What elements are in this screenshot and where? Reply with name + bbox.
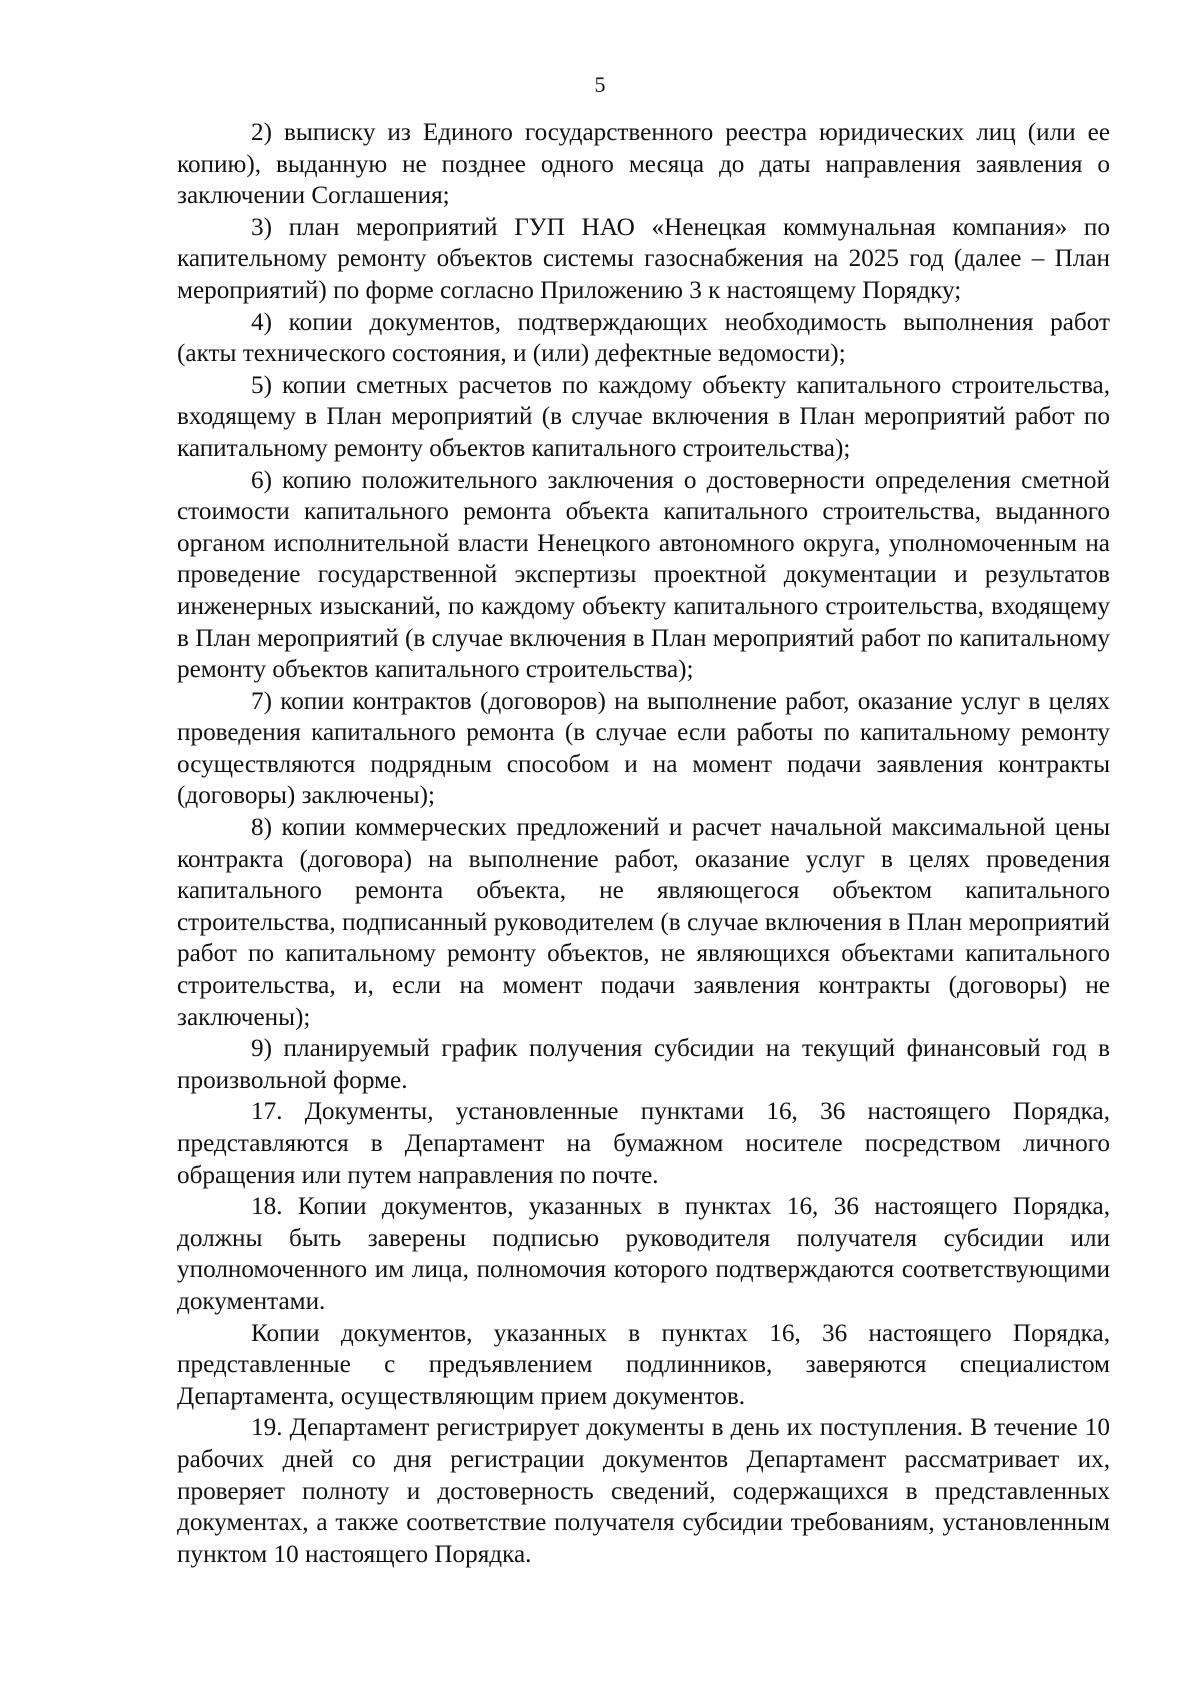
page-number: 5 <box>594 72 606 97</box>
document-body <box>177 117 1110 1570</box>
paragraph-item-2: 2) выписку из Единого государственного реестра юридических лиц (или ее копию), выданную не позднее одного месяца до даты направления заявления о заключении Соглашения; <box>177 119 1110 210</box>
paragraph-item-8: 8) копии коммерческих предложений и расчет начальной максимальной цены контракта (договора) на выполнение работ, оказание услуг в целях проведения капитального ремонта объекта, не являющегося объектом капитального строительства, подписанный руководителем (в случае включения в План мероприятий работ по капитальному ремонту объектов, не являющихся объектами капитального строительства, и, если на момент подачи заявления контракты (договоры) не заключены); <box>177 814 1110 1031</box>
paragraph-item-7: 7) копии контрактов (договоров) на выполнение работ, оказание услуг в целях проведения капитального ремонта (в случае если работы по капитальному ремонту осуществляются подрядным способом и на момент подачи заявления контракты (договоры) заключены); <box>177 687 1110 810</box>
paragraph-clause-19: 19. Департамент регистрирует документы в день их поступления. В течение 10 рабочих дней со дня регистрации документов Департамент рассматривает их, проверяет полноту и достоверность сведений, содержащихся в представленных документах, а также соответствие получателя субсидии требованиям, установленным пунктом 10 настоящего Порядка. <box>177 1414 1110 1568</box>
paragraph-clause-17: 17. Документы, установленные пунктами 16, 36 настоящего Порядка, представляются в Департамент на бумажном носителе посредством личного обращения или путем направления по почте. <box>177 1098 1110 1189</box>
paragraph-item-6: 6) копию положительного заключения о достоверности определения сметной стоимости капитального ремонта объекта капитального строительства, выданного органом исполнительной власти Ненецкого автономного округа, уполномоченным на проведение государственной экспертизы проектной документации и результатов инженерных изысканий, по каждому объекту капитального строительства, входящему в План мероприятий (в случае включения в План мероприятий работ по капитальному ремонту объектов капитального строительства); <box>177 466 1110 684</box>
paragraph-item-4: 4) копии документов, подтверждающих необходимость выполнения работ (акты технического состояния, и (или) дефектные ведомости); <box>177 308 1110 368</box>
paragraph-item-5: 5) копии сметных расчетов по каждому объекту капитального строительства, входящему в План мероприятий (в случае включения в План мероприятий работ по капитальному ремонту объектов капитального строительства); <box>177 371 1110 462</box>
paragraph-item-9: 9) планируемый график получения субсидии на текущий финансовый год в произвольной форме. <box>177 1035 1110 1094</box>
paragraph-item-3: 3) план мероприятий ГУП НАО «Ненецкая коммунальная компания» по капительному ремонту объектов системы газоснабжения на 2025 год (далее – План мероприятий) по форме согласно Приложению 3 к настоящему Порядку; <box>177 213 1110 304</box>
paragraph-clause-18: 18. Копии документов, указанных в пунктах 16, 36 настоящего Порядка, должны быть заверены подписью руководителя получателя субсидии или уполномоченного им лица, полномочия которого подтверждаются соответствующими документами. <box>177 1193 1110 1315</box>
paragraph-clause-18-continued: Копии документов, указанных в пунктах 16, 36 настоящего Порядка, представленные с предъявлением подлинников, заверяются специалистом Департамента, осуществляющим прием документов. <box>177 1319 1110 1410</box>
